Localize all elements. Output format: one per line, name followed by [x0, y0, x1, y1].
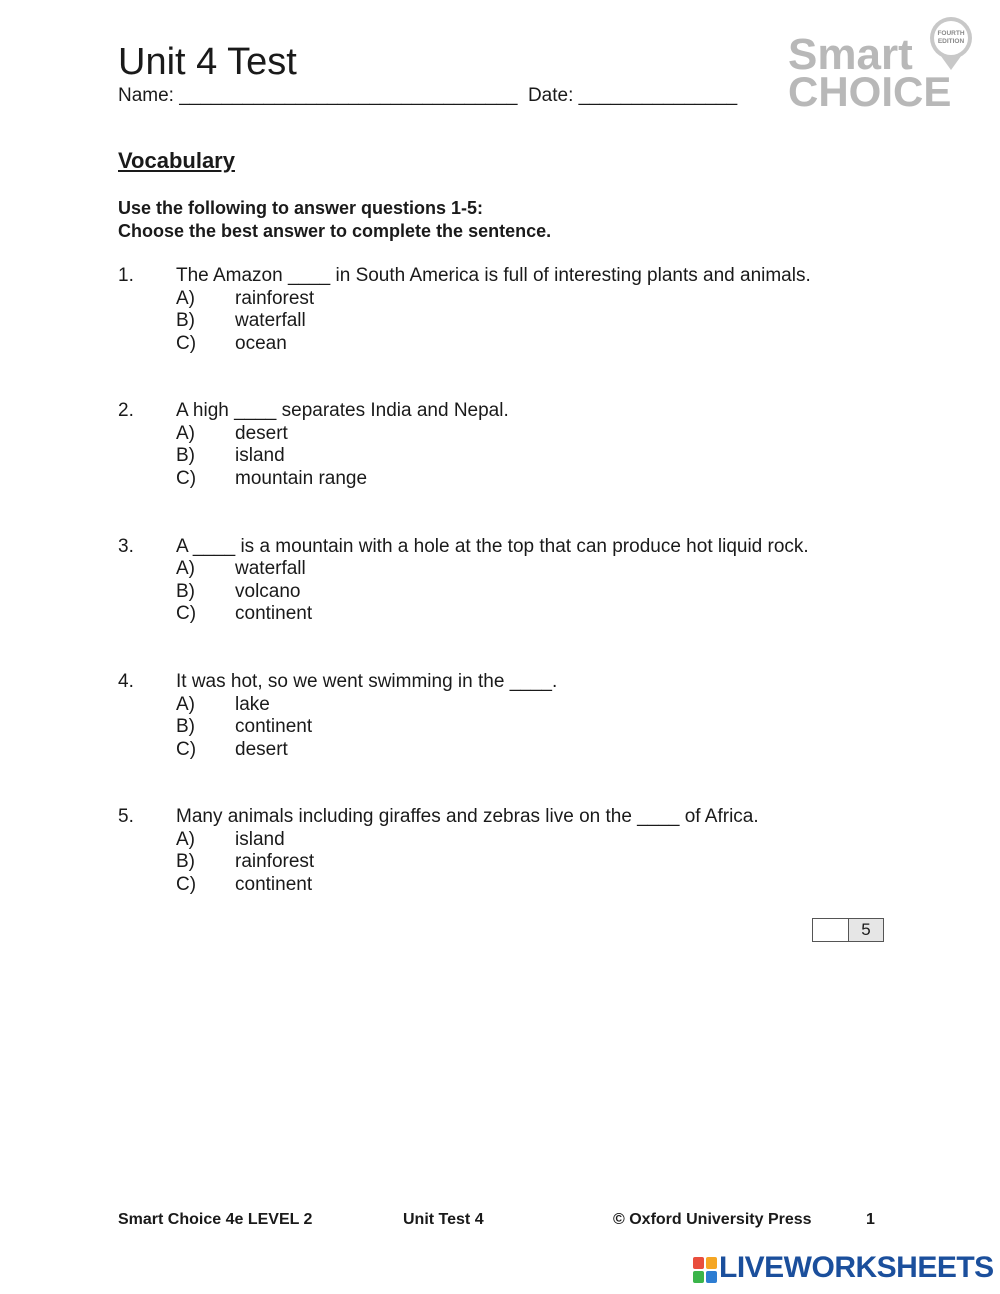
name-date-line: [118, 84, 737, 108]
option-text[interactable]: rainforest: [235, 288, 315, 309]
name-field-label: Name: ________________________________: [118, 85, 518, 106]
question-text: It was hot, so we went swimming in the ____.: [176, 671, 558, 692]
option-letter: A): [176, 694, 195, 715]
option-text[interactable]: island: [235, 829, 285, 850]
question-text: A ____ is a mountain with a hole at the top that can produce hot liquid rock.: [176, 536, 809, 557]
footer-unit: Unit Test 4: [403, 1211, 484, 1228]
logo-badge-line1: FOURTH: [937, 30, 965, 37]
option-text[interactable]: continent: [235, 716, 313, 737]
option-text[interactable]: volcano: [235, 581, 301, 602]
option-letter: B): [176, 716, 195, 737]
option-text[interactable]: lake: [235, 694, 270, 715]
option-letter: C): [176, 333, 197, 354]
option-text[interactable]: desert: [235, 739, 288, 760]
option-letter: C): [176, 468, 197, 489]
footer-copyright: © Oxford University Press: [613, 1211, 812, 1228]
option-text[interactable]: continent: [235, 874, 313, 895]
option-text[interactable]: ocean: [235, 333, 287, 354]
option-text[interactable]: mountain range: [235, 468, 368, 489]
date-field-label: Date: _______________: [527, 85, 738, 106]
question-number: 2.: [118, 400, 134, 421]
question-text: A high ____ separates India and Nepal.: [176, 400, 509, 421]
option-letter: A): [176, 829, 195, 850]
page-title: Unit 4 Test: [118, 41, 297, 83]
score-input[interactable]: [813, 919, 849, 941]
option-letter: C): [176, 874, 197, 895]
option-text[interactable]: continent: [235, 603, 313, 624]
option-letter: B): [176, 310, 195, 331]
score-total: 5: [849, 919, 883, 941]
question-number: 4.: [118, 671, 134, 692]
option-letter: B): [176, 581, 195, 602]
option-letter: A): [176, 423, 195, 444]
footer-page-number: 1: [866, 1211, 875, 1228]
liveworksheets-logo-icon: [693, 1257, 717, 1283]
footer-level: Smart Choice 4e LEVEL 2: [118, 1211, 313, 1228]
option-text[interactable]: desert: [235, 423, 288, 444]
option-letter: B): [176, 445, 195, 466]
option-letter: C): [176, 739, 197, 760]
option-letter: C): [176, 603, 197, 624]
question-text: The Amazon ____ in South America is full of interesting plants and animals.: [176, 265, 811, 286]
liveworksheets-watermark: LIVEWORKSHEETS: [719, 1251, 994, 1284]
question-number: 1.: [118, 265, 134, 286]
instruction-line-1: Use the following to answer questions 1-5:: [118, 198, 484, 218]
option-letter: B): [176, 851, 195, 872]
logo-smart-text: Smart: [788, 30, 913, 79]
logo-choice-text: CHOICE: [788, 68, 952, 114]
smart-choice-logo: [788, 14, 978, 114]
question-text: Many animals including giraffes and zebras live on the ____ of Africa.: [176, 806, 759, 827]
section-title: Vocabulary: [118, 148, 235, 173]
option-letter: A): [176, 558, 195, 579]
instruction-line-2: Choose the best answer to complete the sentence.: [118, 221, 552, 241]
option-letter: A): [176, 288, 195, 309]
option-text[interactable]: waterfall: [235, 558, 306, 579]
option-text[interactable]: waterfall: [235, 310, 306, 331]
question-number: 5.: [118, 806, 134, 827]
logo-badge-line2: EDITION: [937, 38, 965, 45]
option-text[interactable]: island: [235, 445, 285, 466]
option-text[interactable]: rainforest: [235, 851, 315, 872]
score-box: [812, 918, 884, 942]
question-number: 3.: [118, 536, 134, 557]
